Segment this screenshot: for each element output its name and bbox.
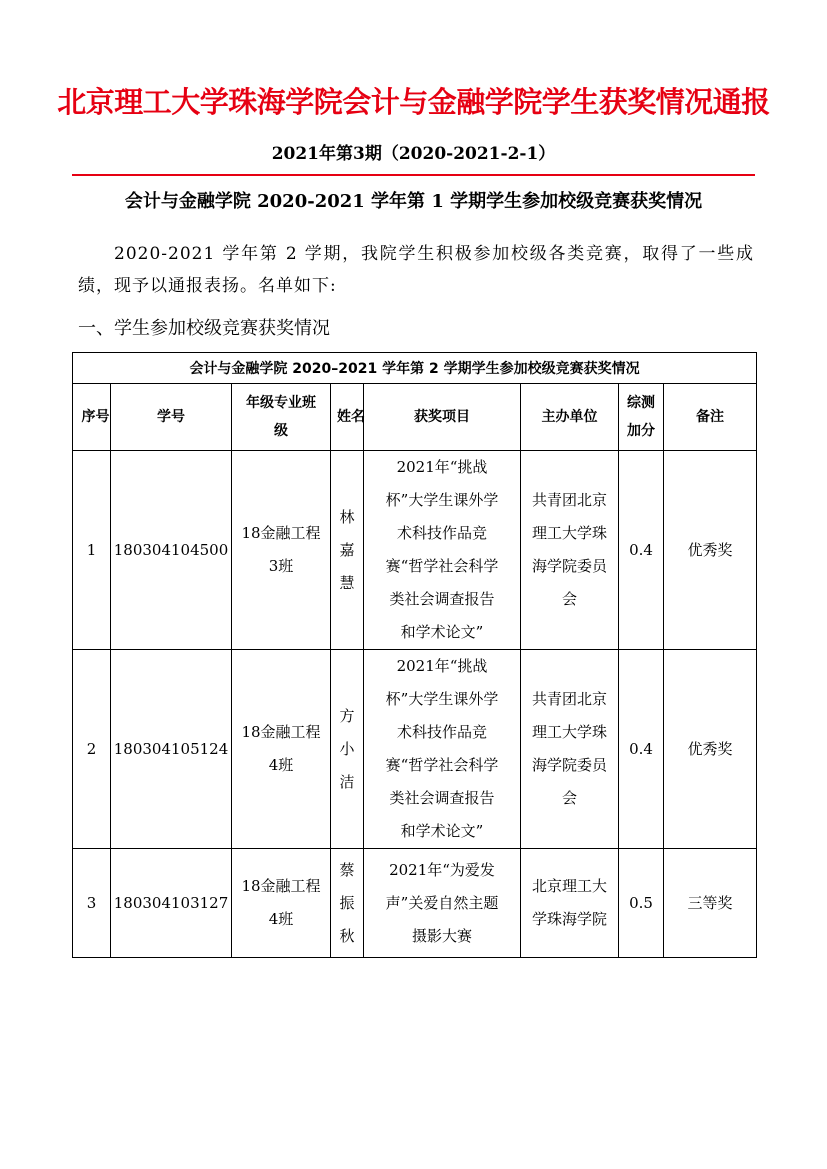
cell-class: 18金融工程4班 [232,849,331,958]
cell-organizer: 北京理工大学珠海学院 [521,849,619,958]
cell-name: 蔡振秋 [331,849,364,958]
cell-score: 0.5 [619,849,664,958]
report-subtitle: 会计与金融学院 2020-2021 学年第 1 学期学生参加校级竞赛获奖情况 [124,191,703,212]
main-title: 北京理工大学珠海学院会计与金融学院学生获奖情况通报 [57,85,770,119]
cell-name: 林嘉慧 [331,451,364,650]
red-divider [72,174,755,176]
header-seq: 序号 [73,384,111,451]
table-row [73,451,757,650]
header-score: 综测加分 [619,384,664,451]
cell-item: 2021年“挑战杯”大学生课外学术科技作品竞赛“哲学社会科学类社会调查报告和学术论文” [364,650,521,849]
header-item: 获奖项目 [364,384,521,451]
cell-student-id: 180304104500 [111,451,232,650]
table-caption: 会计与金融学院 2020–2021 学年第 2 学期学生参加校级竞赛获奖情况 [73,353,757,384]
cell-name: 方小洁 [331,650,364,849]
header-organizer: 主办单位 [521,384,619,451]
cell-seq: 3 [73,849,111,958]
header-name: 姓名 [331,384,364,451]
cell-seq: 1 [73,451,111,650]
cell-class: 18金融工程3班 [232,451,331,650]
cell-seq: 2 [73,650,111,849]
cell-score: 0.4 [619,650,664,849]
cell-remark: 优秀奖 [664,650,757,849]
cell-remark: 优秀奖 [664,451,757,650]
header-student-id: 学号 [111,384,232,451]
cell-organizer: 共青团北京理工大学珠海学院委员会 [521,451,619,650]
intro-paragraph: 2020-2021 学年第 2 学期，我院学生积极参加校级各类竞赛，取得了一些成绩，现予以通报表扬。名单如下: [78,244,754,296]
table-row [73,650,757,849]
cell-class: 18金融工程4班 [232,650,331,849]
awards-table [72,352,757,958]
cell-student-id: 180304105124 [111,650,232,849]
table-row [73,849,757,958]
header-class: 年级专业班级 [232,384,331,451]
section-heading: 一、学生参加校级竞赛获奖情况 [78,318,330,339]
cell-student-id: 180304103127 [111,849,232,958]
cell-item: 2021年“挑战杯”大学生课外学术科技作品竞赛“哲学社会科学类社会调查报告和学术论文” [364,451,521,650]
table-header-row [73,384,757,451]
cell-organizer: 共青团北京理工大学珠海学院委员会 [521,650,619,849]
cell-score: 0.4 [619,451,664,650]
issue-number: 2021年第3期（2020-2021-2-1） [271,144,556,164]
cell-item: 2021年“为爱发声”关爱自然主题摄影大赛 [364,849,521,958]
header-remark: 备注 [664,384,757,451]
cell-remark: 三等奖 [664,849,757,958]
